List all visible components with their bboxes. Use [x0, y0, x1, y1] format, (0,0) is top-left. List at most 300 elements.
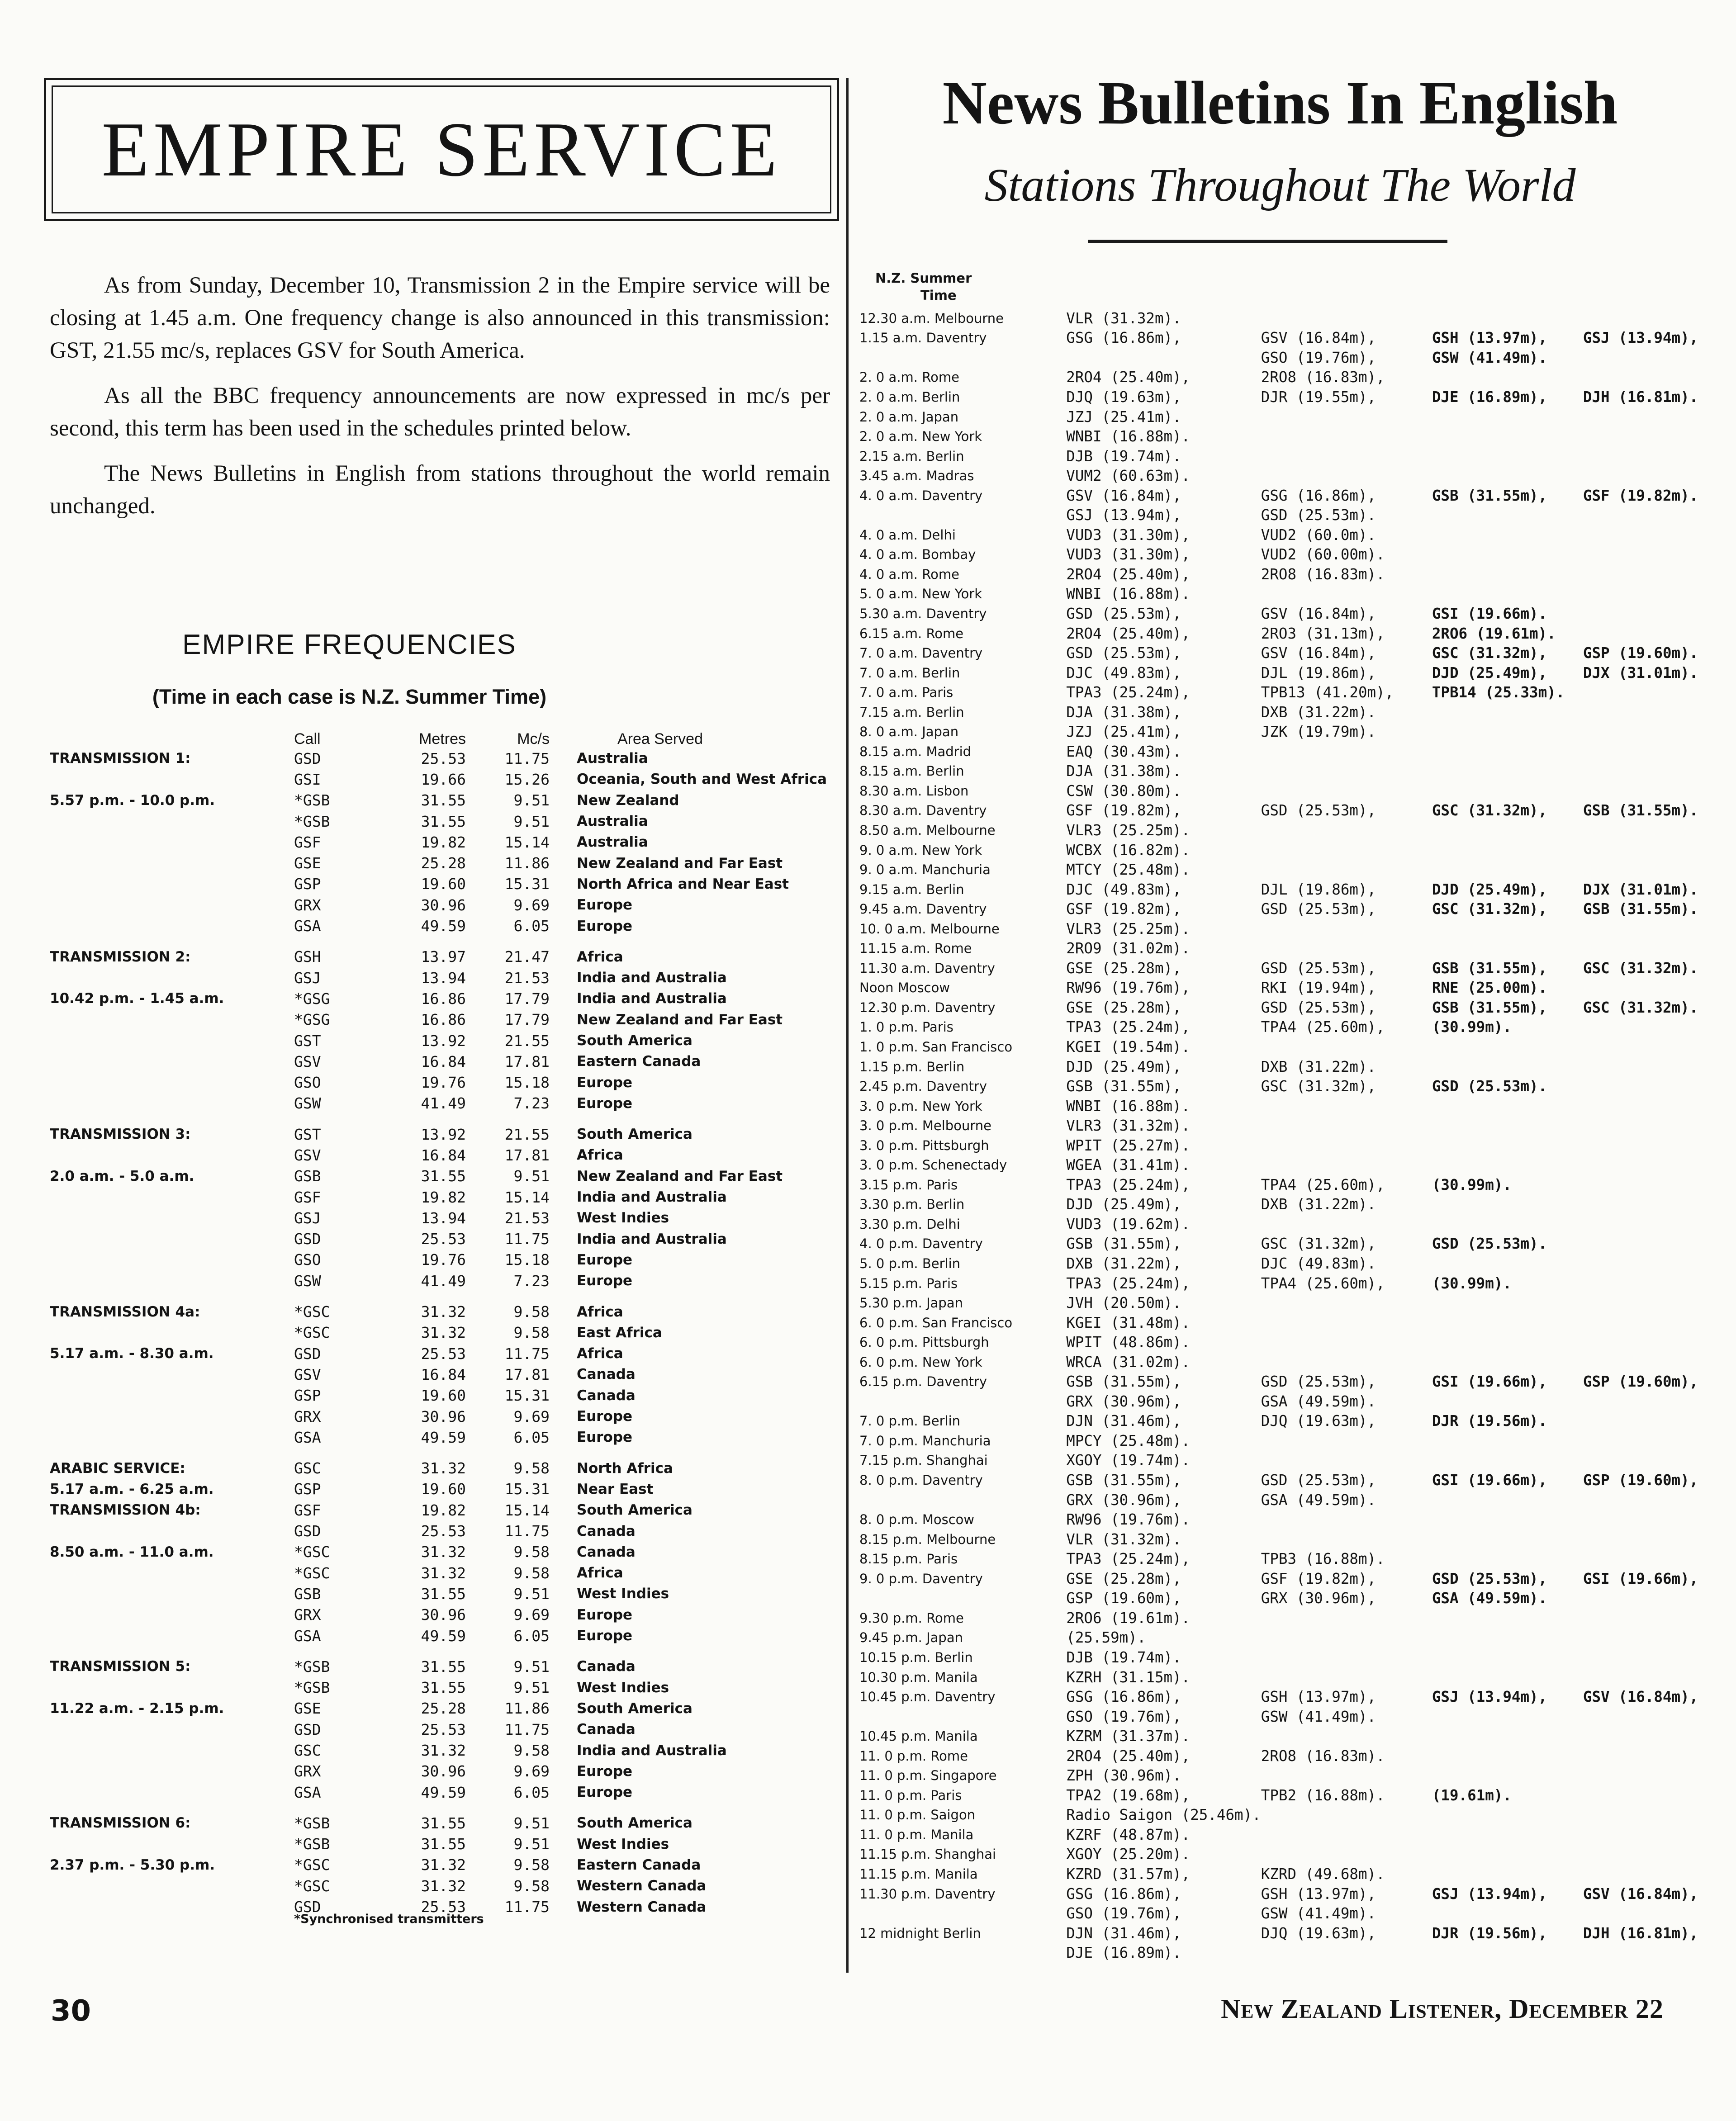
- station-frequency: 2RO3 (31.13m),: [1261, 625, 1385, 642]
- mcs-value: 9.51: [513, 1167, 550, 1185]
- station-frequency: 2RO4 (25.40m),: [1066, 369, 1191, 386]
- station-frequency: GSO (19.76m),: [1066, 1905, 1181, 1922]
- station-frequency: [1583, 1274, 1736, 1293]
- publication-masthead: New Zealand Listener, December 22: [1221, 1994, 1664, 2024]
- station-frequency: TPB3 (16.88m).: [1261, 1550, 1385, 1568]
- station-frequency: [1261, 1313, 1432, 1333]
- transmission-label: [50, 915, 294, 936]
- area-served: New Zealand: [577, 792, 679, 809]
- station-frequency: [1583, 1628, 1736, 1648]
- call-sign: *GSB: [294, 1679, 330, 1697]
- table-row: [859, 1549, 1736, 1569]
- metres-value: 30.96: [421, 1606, 466, 1624]
- station-frequency: [1583, 545, 1736, 565]
- station-frequency: [1261, 1293, 1432, 1313]
- bulletin-time-station: 7. 0 a.m. Berlin: [859, 665, 960, 681]
- station-frequency: [1583, 1155, 1736, 1175]
- table-row: [50, 1114, 866, 1145]
- station-frequency: [1432, 1825, 1583, 1845]
- call-sign: GSD: [294, 1230, 321, 1248]
- table-row: [50, 1166, 866, 1187]
- area-served: Australia: [577, 750, 648, 767]
- station-frequency: GSP (19.60m).: [1583, 644, 1698, 662]
- table-row: [50, 1719, 866, 1740]
- table-row: [50, 1834, 866, 1855]
- station-frequency: DJQ (19.63m),: [1261, 1924, 1376, 1942]
- station-frequency: GSV (16.84m),: [1261, 329, 1376, 347]
- station-frequency: DJA (31.38m),: [1066, 703, 1181, 721]
- station-frequency: [1261, 1096, 1432, 1116]
- bulletin-time-station: 6. 0 p.m. Pittsburgh: [859, 1335, 989, 1350]
- table-row: [859, 682, 1736, 702]
- news-bulletins-subtitle: Stations Throughout The World: [984, 159, 1576, 211]
- station-frequency: VUM2 (60.63m).: [1066, 467, 1191, 485]
- table-row: [50, 1322, 866, 1343]
- bulletin-time-station: 11. 0 p.m. Saigon: [859, 1807, 976, 1823]
- station-frequency: GSB (31.55m),: [1066, 1373, 1181, 1391]
- bulletin-time-station: 8.15 p.m. Paris: [859, 1551, 958, 1567]
- area-served: South America: [577, 1815, 693, 1832]
- station-frequency: [1583, 407, 1736, 427]
- station-frequency: [1432, 860, 1583, 880]
- station-frequency: [1261, 1648, 1432, 1667]
- area-served: Western Canada: [577, 1878, 707, 1894]
- bulletin-time-station: 3. 0 p.m. Melbourne: [859, 1118, 991, 1134]
- table-row: [859, 1923, 1736, 1943]
- table-row: [50, 1093, 866, 1114]
- mcs-value: 15.18: [504, 1074, 550, 1092]
- empire-frequency-table: [50, 727, 866, 1917]
- empire-intro: [50, 269, 830, 535]
- area-served: South America: [577, 1700, 693, 1717]
- station-frequency: DJR (19.56m),: [1432, 1924, 1547, 1942]
- transmission-label: [50, 1051, 294, 1072]
- table-row: [859, 1943, 1736, 1963]
- station-frequency: [1261, 1136, 1432, 1155]
- station-frequency: [1261, 1529, 1432, 1549]
- table-row: [50, 1803, 866, 1833]
- call-sign: *GSC: [294, 1543, 330, 1561]
- mcs-value: 15.31: [504, 1480, 550, 1498]
- transmission-label: 10.42 p.m. - 1.45 a.m.: [50, 990, 224, 1007]
- table-row: [50, 769, 866, 790]
- call-sign: *GSG: [294, 1011, 330, 1029]
- table-row: [859, 1096, 1736, 1116]
- bulletin-time-station: 8. 0 p.m. Moscow: [859, 1512, 975, 1528]
- call-sign: GSC: [294, 1742, 321, 1759]
- call-sign: *GSG: [294, 989, 330, 1008]
- station-frequency: WNBI (16.88m).: [1066, 428, 1191, 445]
- bulletin-time-station: 5.30 a.m. Daventry: [859, 606, 987, 621]
- transmission-label: [50, 1229, 294, 1250]
- mcs-value: 6.05: [513, 1627, 550, 1645]
- area-served: Europe: [577, 1784, 633, 1801]
- station-frequency: [1261, 1667, 1432, 1687]
- station-frequency: [1432, 1490, 1583, 1510]
- table-row: [859, 899, 1736, 919]
- station-frequency: 2RO4 (25.40m),: [1066, 1747, 1191, 1765]
- area-served: Canada: [577, 1523, 636, 1539]
- bulletin-time-station: 8.30 a.m. Daventry: [859, 803, 987, 819]
- transmission-label: TRANSMISSION 3:: [50, 1126, 191, 1143]
- call-sign: GSB: [294, 1585, 321, 1603]
- area-served: Canada: [577, 1543, 636, 1560]
- transmission-label: 2.37 p.m. - 5.30 p.m.: [50, 1856, 215, 1873]
- station-frequency: [1261, 781, 1432, 801]
- station-frequency: GSD (25.53m),: [1432, 1570, 1547, 1587]
- station-frequency: [1432, 1707, 1583, 1727]
- station-frequency: [1432, 1451, 1583, 1471]
- station-frequency: [1583, 1254, 1736, 1274]
- station-frequency: DJH (16.81m),: [1583, 1924, 1698, 1942]
- station-frequency: [1583, 781, 1736, 801]
- table-row: [859, 1195, 1736, 1215]
- station-frequency: JZJ (25.41m).: [1066, 408, 1181, 426]
- transmission-label: [50, 1093, 294, 1114]
- station-frequency: 2RO8 (16.83m),: [1261, 369, 1385, 386]
- call-sign: *GSB: [294, 1814, 330, 1832]
- station-frequency: GSD (25.53m).: [1432, 1235, 1547, 1253]
- transmission-label: [50, 832, 294, 852]
- station-frequency: [1261, 820, 1432, 840]
- mcs-value: 9.51: [513, 791, 550, 810]
- station-frequency: [1432, 1943, 1583, 1963]
- station-frequency: [1583, 1313, 1736, 1333]
- bulletin-time-station: 4. 0 p.m. Daventry: [859, 1236, 983, 1252]
- transmission-label: [50, 1834, 294, 1855]
- metres-value: 31.55: [421, 1814, 466, 1832]
- area-served: West Indies: [577, 1679, 669, 1696]
- col-metres: Metres: [419, 730, 466, 748]
- area-served: Europe: [577, 1251, 633, 1268]
- table-row: [50, 1187, 866, 1207]
- area-served: Africa: [577, 948, 623, 965]
- station-frequency: GSH (13.97m),: [1261, 1688, 1376, 1706]
- station-frequency: [1432, 1431, 1583, 1451]
- metres-value: 31.32: [421, 1543, 466, 1561]
- station-frequency: TPA3 (25.24m),: [1066, 1274, 1191, 1292]
- metres-value: 19.82: [421, 833, 466, 851]
- station-frequency: [1261, 1037, 1432, 1057]
- station-frequency: [1432, 368, 1583, 388]
- mcs-value: 15.14: [504, 833, 550, 851]
- metres-value: 31.55: [421, 812, 466, 830]
- metres-value: 31.55: [421, 1585, 466, 1603]
- area-served: Africa: [577, 1303, 623, 1320]
- bulletin-time-station: 11.30 p.m. Daventry: [859, 1886, 996, 1902]
- station-frequency: [1432, 702, 1583, 722]
- table-row: [859, 1785, 1736, 1805]
- station-frequency: [1583, 939, 1736, 959]
- table-row: [859, 1903, 1736, 1923]
- intro-paragraph: As all the BBC frequency announcements are now expressed in mc/s per second, this term has been used in the schedules printed below.: [50, 383, 830, 441]
- table-row: [859, 1018, 1736, 1037]
- mcs-value: 9.51: [513, 1679, 550, 1697]
- table-row: [50, 1625, 866, 1646]
- bulletin-time-station: 2. 0 a.m. Japan: [859, 409, 959, 425]
- station-frequency: [1583, 1943, 1736, 1963]
- area-served: Canada: [577, 1721, 636, 1738]
- station-frequency: (25.59m).: [1066, 1629, 1146, 1647]
- station-frequency: DJC (49.83m),: [1066, 664, 1181, 682]
- station-frequency: [1583, 1431, 1736, 1451]
- station-frequency: [1432, 840, 1583, 860]
- station-frequency: GSF (19.82m),: [1261, 1570, 1376, 1587]
- station-frequency: [1583, 1057, 1736, 1077]
- station-frequency: DJC (49.83m).: [1261, 1255, 1376, 1273]
- col-area: Area Served: [617, 730, 703, 748]
- area-served: West Indies: [577, 1586, 669, 1602]
- station-frequency: [1583, 1096, 1736, 1116]
- station-frequency: [1432, 1057, 1583, 1077]
- transmission-label: [50, 1322, 294, 1343]
- mcs-value: 9.51: [513, 1835, 550, 1853]
- station-frequency: DJX (31.01m).: [1583, 664, 1698, 682]
- table-row: [50, 1145, 866, 1165]
- metres-value: 16.84: [421, 1365, 466, 1383]
- station-frequency: [1261, 584, 1432, 604]
- station-frequency: [1261, 762, 1432, 781]
- station-frequency: DJE (16.89m).: [1066, 1944, 1181, 1962]
- station-frequency: [1583, 1076, 1736, 1096]
- station-frequency: DJN (31.46m),: [1066, 1924, 1181, 1942]
- station-frequency: GSD (25.53m),: [1261, 900, 1376, 918]
- table-row: [859, 1451, 1736, 1471]
- mcs-value: 7.23: [513, 1094, 550, 1113]
- metres-value: 31.55: [421, 1167, 466, 1185]
- table-row: [50, 1520, 866, 1541]
- transmission-label: TRANSMISSION 1:: [50, 750, 191, 767]
- col-label: [50, 727, 294, 748]
- mcs-value: 15.31: [504, 875, 550, 893]
- call-sign: *GSB: [294, 791, 330, 810]
- station-frequency: GSI (19.66m),: [1432, 1373, 1547, 1391]
- metres-value: 31.32: [421, 1459, 466, 1477]
- table-row: [50, 790, 866, 811]
- empire-frequencies-subheading: (Time in each case is N.Z. Summer Time): [152, 685, 547, 708]
- station-frequency: [1583, 466, 1736, 486]
- station-frequency: GSD (25.53m).: [1432, 1078, 1547, 1095]
- station-frequency: MPCY (25.48m).: [1066, 1432, 1191, 1449]
- call-sign: GRX: [294, 1407, 321, 1425]
- table-row: [859, 1175, 1736, 1195]
- call-sign: GSE: [294, 1700, 321, 1718]
- station-frequency: GSJ (13.94m),: [1432, 1688, 1547, 1706]
- station-frequency: DJD (25.49m),: [1066, 1196, 1181, 1213]
- station-frequency: [1583, 1707, 1736, 1727]
- bulletin-time-station: 2. 0 a.m. New York: [859, 429, 982, 445]
- mcs-value: 9.58: [513, 1303, 550, 1321]
- station-frequency: [1432, 426, 1583, 446]
- nz-head-line: N.Z. Summer: [875, 270, 972, 286]
- station-frequency: [1583, 1746, 1736, 1766]
- table-row: [859, 919, 1736, 939]
- station-frequency: XGOY (25.20m).: [1066, 1846, 1191, 1863]
- transmission-label: [50, 1009, 294, 1030]
- table-row: [859, 1332, 1736, 1352]
- bulletin-time-station: [859, 348, 1066, 368]
- call-sign: GSE: [294, 854, 321, 872]
- station-frequency: [1261, 840, 1432, 860]
- station-frequency: TPA4 (25.60m),: [1261, 1274, 1385, 1292]
- table-row: [859, 643, 1736, 663]
- table-row: [859, 584, 1736, 604]
- area-served: West Indies: [577, 1836, 669, 1852]
- call-sign: *GSC: [294, 1877, 330, 1895]
- station-frequency: GSP (19.60m),: [1583, 1472, 1698, 1489]
- station-frequency: WNBI (16.88m).: [1066, 1097, 1191, 1115]
- table-row: [859, 1766, 1736, 1785]
- call-sign: GRX: [294, 896, 321, 914]
- station-frequency: GSG (16.86m),: [1261, 487, 1376, 504]
- bulletin-time-station: 4. 0 a.m. Bombay: [859, 547, 976, 563]
- call-sign: GSD: [294, 1720, 321, 1738]
- bulletin-time-station: 8.50 a.m. Melbourne: [859, 822, 996, 838]
- station-frequency: [1583, 1136, 1736, 1155]
- area-served: Europe: [577, 918, 633, 934]
- mcs-value: 9.51: [513, 1814, 550, 1832]
- call-sign: GSD: [294, 1522, 321, 1540]
- station-frequency: [1432, 939, 1583, 959]
- call-sign: GSC: [294, 1459, 321, 1477]
- metres-value: 31.32: [421, 1877, 466, 1895]
- area-served: India and Australia: [577, 1189, 727, 1206]
- station-frequency: [1432, 466, 1583, 486]
- metres-value: 41.49: [421, 1094, 466, 1113]
- call-sign: GSA: [294, 1627, 321, 1645]
- bulletin-time-station: [859, 1707, 1066, 1727]
- area-served: Near East: [577, 1481, 654, 1497]
- station-frequency: GSW (41.49m).: [1261, 1905, 1376, 1922]
- mcs-value: 15.26: [504, 770, 550, 788]
- station-frequency: [1583, 1392, 1736, 1411]
- station-frequency: GSB (31.55m),: [1066, 1472, 1181, 1489]
- table-row: [859, 1726, 1736, 1746]
- transmission-label: TRANSMISSION 5:: [50, 1658, 191, 1675]
- metres-value: 49.59: [421, 917, 466, 935]
- metres-value: 31.32: [421, 1303, 466, 1321]
- station-frequency: GSE (25.28m),: [1066, 999, 1181, 1016]
- station-frequency: [1432, 1726, 1583, 1746]
- station-frequency: GSB (31.55m),: [1432, 999, 1547, 1016]
- bulletin-time-station: 8.15 a.m. Berlin: [859, 763, 964, 779]
- area-served: India and Australia: [577, 990, 727, 1007]
- call-sign: GST: [294, 1032, 321, 1050]
- transmission-label: [50, 1072, 294, 1093]
- table-row: [50, 1030, 866, 1051]
- station-frequency: GSF (19.82m).: [1583, 487, 1698, 504]
- table-row: [859, 1431, 1736, 1451]
- station-frequency: [1583, 1903, 1736, 1923]
- station-frequency: GSE (25.28m),: [1066, 1570, 1181, 1587]
- table-row: [50, 852, 866, 873]
- station-frequency: GSH (13.97m),: [1261, 1885, 1376, 1903]
- metres-value: 49.59: [421, 1783, 466, 1801]
- station-frequency: [1432, 1195, 1583, 1215]
- station-frequency: ZPH (30.96m).: [1066, 1767, 1181, 1785]
- bulletin-time-station: 1. 0 p.m. San Francisco: [859, 1039, 1013, 1055]
- table-row: [859, 1825, 1736, 1845]
- metres-value: 25.28: [421, 1700, 466, 1718]
- station-frequency: 2RO6 (19.61m).: [1066, 1609, 1191, 1627]
- station-frequency: KZRM (31.37m).: [1066, 1728, 1191, 1745]
- table-row: [50, 1875, 866, 1896]
- station-frequency: VLR3 (31.32m).: [1066, 1117, 1191, 1135]
- station-frequency: [1432, 407, 1583, 427]
- table-row: [50, 1646, 866, 1677]
- table-row: [50, 1761, 866, 1782]
- station-frequency: GSI (19.66m),: [1583, 1570, 1698, 1587]
- table-row: [859, 880, 1736, 900]
- station-frequency: DJA (31.38m).: [1066, 762, 1181, 780]
- station-frequency: [1261, 1805, 1432, 1825]
- table-row: [859, 781, 1736, 801]
- metres-value: 30.96: [421, 1407, 466, 1425]
- table-row: [50, 1677, 866, 1698]
- mcs-value: 11.75: [504, 1230, 550, 1248]
- station-frequency: [1432, 1510, 1583, 1529]
- table-row: [50, 937, 866, 967]
- table-row: [50, 1051, 866, 1072]
- area-served: Eastern Canada: [577, 1856, 701, 1873]
- call-sign: *GSC: [294, 1324, 330, 1342]
- bulletin-time-station: 4. 0 a.m. Daventry: [859, 488, 983, 503]
- station-frequency: [1583, 1175, 1736, 1195]
- bulletin-time-station: 11. 0 p.m. Manila: [859, 1827, 974, 1842]
- station-frequency: WPIT (48.86m).: [1066, 1334, 1191, 1351]
- station-frequency: [1261, 1352, 1432, 1372]
- station-frequency: [1583, 1766, 1736, 1785]
- metres-value: 30.96: [421, 896, 466, 914]
- mcs-value: 9.58: [513, 1856, 550, 1874]
- mcs-value: 9.69: [513, 896, 550, 914]
- call-sign: GSF: [294, 1188, 321, 1206]
- bulletin-time-station: 9. 0 p.m. Daventry: [859, 1571, 983, 1586]
- bulletin-time-station: 7. 0 a.m. Daventry: [859, 645, 983, 661]
- call-sign: GSF: [294, 1501, 321, 1519]
- mcs-value: 9.51: [513, 1657, 550, 1676]
- station-frequency: [1583, 1352, 1736, 1372]
- station-frequency: TPA4 (25.60m),: [1261, 1018, 1385, 1036]
- station-frequency: [1261, 1451, 1432, 1471]
- call-sign: GSJ: [294, 1209, 321, 1227]
- table-row: [50, 1500, 866, 1520]
- table-row: [859, 1884, 1736, 1904]
- table-row: [859, 348, 1736, 368]
- bulletin-time-station: 2. 0 a.m. Berlin: [859, 389, 960, 405]
- table-row: [859, 1214, 1736, 1234]
- station-frequency: [1583, 564, 1736, 584]
- area-served: North Africa: [577, 1460, 673, 1477]
- table-row: [859, 801, 1736, 821]
- table-row: [859, 998, 1736, 1018]
- station-frequency: GSD (25.53m),: [1066, 605, 1181, 622]
- station-frequency: [1066, 348, 1261, 368]
- table-row: [859, 860, 1736, 880]
- station-frequency: [1583, 624, 1736, 644]
- intro-paragraph: The News Bulletins in English from stations throughout the world remain unchanged.: [50, 461, 830, 519]
- area-served: Europe: [577, 1408, 633, 1425]
- station-frequency: GSD (25.53m),: [1261, 999, 1376, 1016]
- station-frequency: [1261, 407, 1432, 427]
- station-frequency: JVH (20.50m).: [1066, 1294, 1181, 1312]
- empire-title-box: [44, 78, 839, 221]
- metres-value: 19.76: [421, 1074, 466, 1092]
- table-row: [50, 1207, 866, 1228]
- bulletin-time-station: 10.45 p.m. Daventry: [859, 1689, 996, 1705]
- news-bulletin-table: [859, 308, 1736, 1963]
- station-frequency: GSV (16.84m),: [1261, 644, 1376, 662]
